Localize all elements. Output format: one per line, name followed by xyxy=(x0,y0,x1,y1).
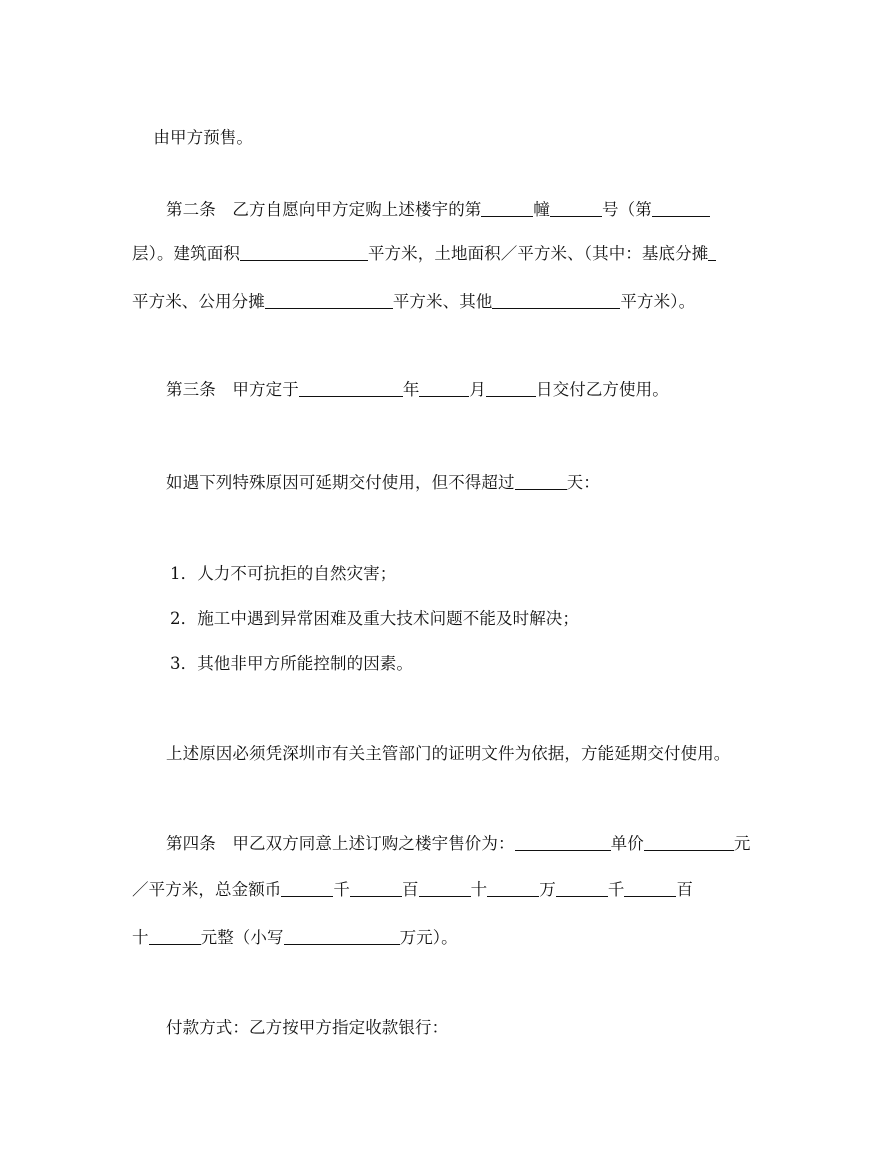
label-shi-2: 十 xyxy=(132,928,149,947)
label-wanyuan: 万元）。 xyxy=(399,928,458,947)
delay-text: 如遇下列特殊原因可延期交付使用，但不得超过 xyxy=(166,473,515,492)
list-item-text: 3．其他非甲方所能控制的因素。 xyxy=(170,654,413,673)
blank-other xyxy=(492,292,620,309)
blank-floor-area xyxy=(240,244,368,261)
paragraph-presale-end xyxy=(132,108,253,168)
blank-amount xyxy=(419,880,471,897)
blank-building xyxy=(481,200,533,217)
blank-price xyxy=(515,834,611,851)
article-2-line-3 xyxy=(132,292,695,312)
label-land-area: 平方米，土地面积／平方米、（其中：基底分摊 xyxy=(367,244,709,263)
blank-amount xyxy=(624,880,676,897)
article-2-heading: 第二条 乙方自愿向甲方定购上述楼宇的第 xyxy=(166,200,482,219)
label-yuan-whole: 元整（小写 xyxy=(200,928,284,947)
proof-text: 上述原因必须凭深圳市有关主管部门的证明文件为依据，方能延期交付使用。 xyxy=(166,744,731,763)
label-yuan: 元 xyxy=(733,834,751,853)
label-qian-2: 千 xyxy=(607,880,625,899)
blank-public-share xyxy=(265,292,393,309)
article-4-line-3 xyxy=(132,928,458,948)
label-unit-floor: 号（第 xyxy=(602,200,652,219)
label-qian: 千 xyxy=(333,880,351,899)
article-4-heading: 第四条 甲乙双方同意上述订购之楼宇售价为： xyxy=(166,834,515,853)
label-days: 天： xyxy=(566,473,600,492)
label-shi: 十 xyxy=(470,880,488,899)
list-item-text: 2．施工中遇到异常困难及重大技术问题不能及时解决； xyxy=(170,609,579,628)
label-unit-price: 单价 xyxy=(610,834,644,853)
article-2-line-2 xyxy=(132,244,716,264)
delay-line xyxy=(166,473,600,493)
label-total: ／平方米，总金额币 xyxy=(132,880,282,899)
blank-amount xyxy=(350,880,402,897)
blank-year xyxy=(299,380,403,397)
blank-numeric-amount xyxy=(284,928,400,945)
label-month: 月 xyxy=(469,380,487,399)
blank-floor xyxy=(652,200,710,217)
blank-delay-days xyxy=(515,473,567,490)
label-floor-area: 层）。建筑面积 xyxy=(132,244,240,263)
list-item-text: 1．人力不可抗拒的自然灾害； xyxy=(170,564,397,583)
article-4-line-2 xyxy=(132,880,693,900)
payment-text: 付款方式：乙方按甲方指定收款银行： xyxy=(166,1018,449,1037)
label-bai: 百 xyxy=(402,880,419,899)
article-3-heading: 第三条 甲方定于 xyxy=(166,380,299,399)
article-4-line-1 xyxy=(166,834,750,854)
list-item xyxy=(170,654,413,674)
label-public-share: 平方米、公用分摊 xyxy=(132,292,265,311)
blank-amount xyxy=(487,880,539,897)
blank-month xyxy=(419,380,469,397)
label-building: 幢 xyxy=(533,200,551,219)
list-item xyxy=(170,609,579,629)
blank-day xyxy=(486,380,536,397)
blank-unit xyxy=(550,200,602,217)
article-3-line xyxy=(166,380,669,400)
list-item xyxy=(170,564,396,584)
proof-paragraph xyxy=(166,744,730,764)
label-bai-2: 百 xyxy=(676,880,694,899)
label-delivery: 日交付乙方使用。 xyxy=(536,380,669,399)
label-year: 年 xyxy=(402,380,420,399)
blank-amount xyxy=(281,880,333,897)
blank-unit-price xyxy=(644,834,734,851)
blank-base-share xyxy=(708,244,716,261)
article-2-line-1 xyxy=(166,200,710,220)
text-presale: 由甲方预售。 xyxy=(153,128,253,147)
label-wan: 万 xyxy=(539,880,556,899)
blank-amount xyxy=(149,928,201,945)
label-sqm-end: 平方米）。 xyxy=(620,292,696,311)
blank-amount xyxy=(556,880,608,897)
label-other: 平方米、其他 xyxy=(392,292,493,311)
payment-line xyxy=(166,1018,448,1038)
